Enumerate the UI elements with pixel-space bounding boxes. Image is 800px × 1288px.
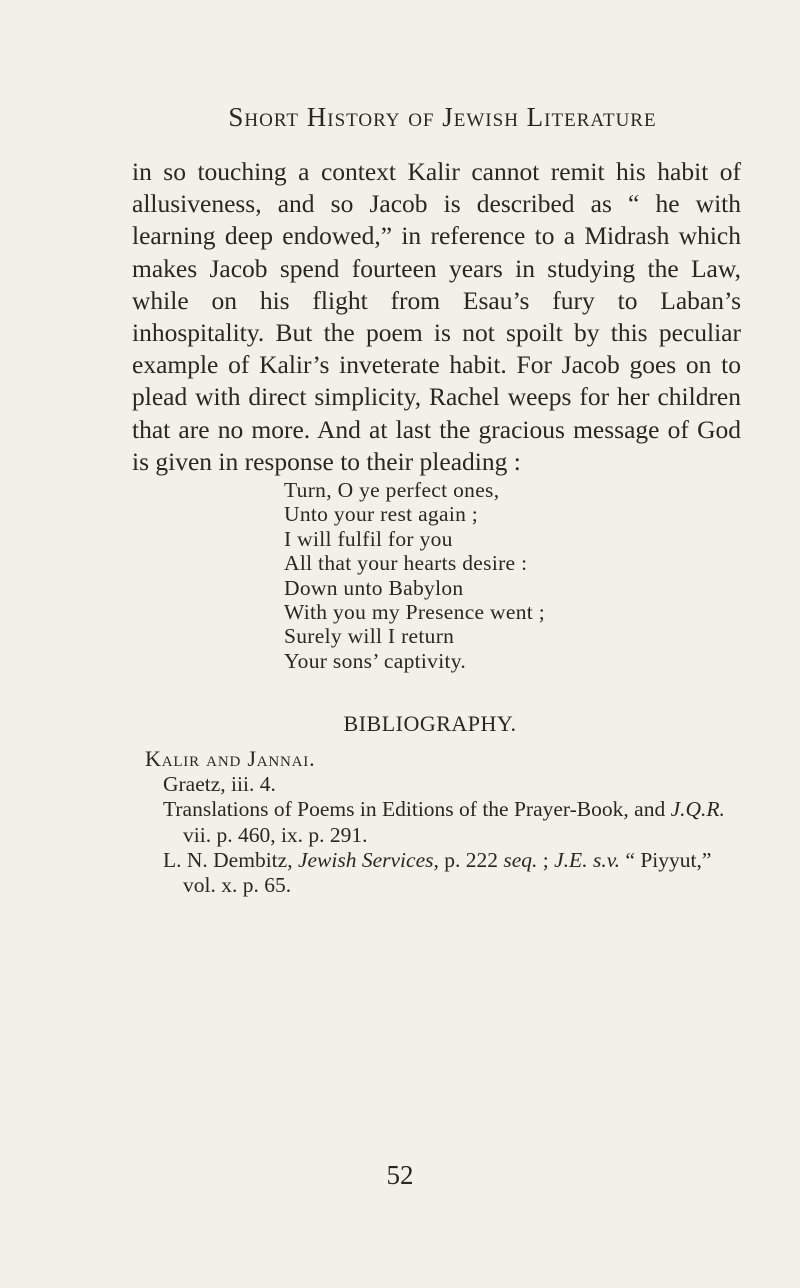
running-head: Short History of Jewish Literature <box>228 102 657 132</box>
entry-text: vii. p. 460, ix. p. 291. <box>183 822 368 847</box>
entry-abbrev: s.v. <box>592 847 621 872</box>
body-text <box>132 156 741 478</box>
poem-line: Your sons’ captivity. <box>284 648 467 673</box>
paragraph: in so touching a context Kalir cannot remit his habit of allusiveness, and so Jacob is described as “ he with learning deep endowed,” in reference to a Midrash which makes Jacob spend fourteen years in studying the Law, while on his flight from Esau’s fury to Laban’s inhospitality. But the poem is not spoilt by this peculiar example of Kalir’s inveterate habit. For Jacob goes on to plead with direct simplicity, Rachel weeps for her children that are no more. And at last the gracious message of God is given in response to their pleading : <box>132 157 741 476</box>
entry-text: L. N. Dembitz, <box>163 847 298 872</box>
bibliography-heading: BIBLIOGRAPHY. <box>343 711 517 736</box>
entry-text: ; <box>537 847 555 872</box>
poem-line: I will fulfil for you <box>284 526 453 551</box>
poem-line: Turn, O ye perfect ones, <box>284 478 500 502</box>
page-number: 52 <box>386 1160 414 1190</box>
bibliography-entry: Graetz, iii. 4. <box>163 772 276 796</box>
entry-abbrev: J.E. <box>554 847 588 872</box>
poem-line: With you my Presence went ; <box>284 600 545 625</box>
entry-title: Jewish Services, <box>297 847 439 872</box>
poem-line: Down unto Babylon <box>284 575 464 600</box>
bibliography-entries <box>163 772 748 898</box>
entry-journal: J.Q.R. <box>670 797 725 822</box>
entry-text: “ Piyyut,” vol. x. p. 65. <box>183 847 712 898</box>
entry-text: p. 222 <box>438 847 504 872</box>
poem-line: Unto your rest again ; <box>284 502 479 527</box>
bibliography-entry <box>163 848 748 899</box>
poem <box>284 478 545 673</box>
entry-abbrev: seq. <box>503 847 538 872</box>
entry-text: Translations of Poems in Editions of the Prayer-Book, and <box>163 797 671 822</box>
poem-line: Surely will I return <box>284 624 455 649</box>
bibliography-entry <box>163 797 748 848</box>
bibliography-section-title: Kalir and Jannai. <box>145 746 316 771</box>
poem-line: All that your hearts desire : <box>284 551 528 576</box>
